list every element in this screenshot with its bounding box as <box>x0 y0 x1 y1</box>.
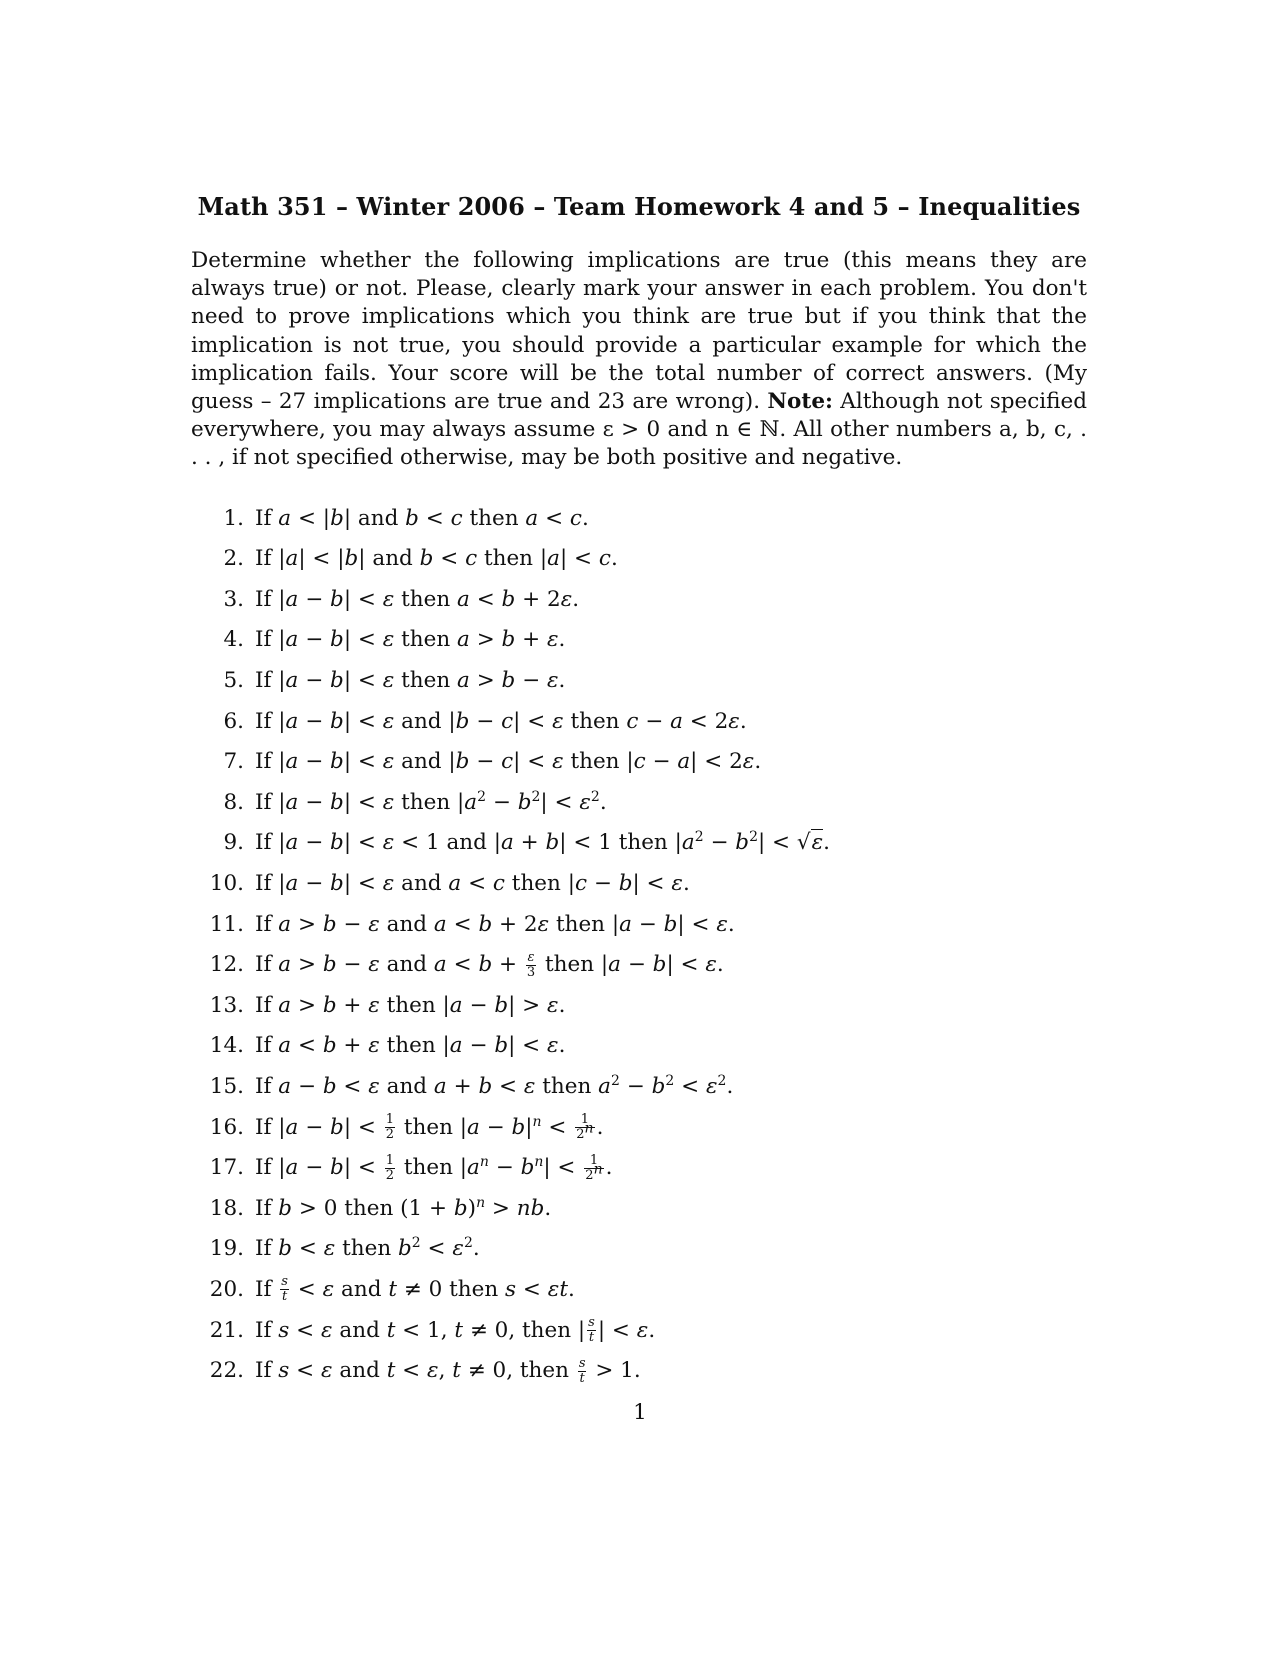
problem-statement: If |a − b| < ε and |b − c| < ε then c − a < 2ε. <box>255 708 747 734</box>
problem-number: 8. <box>223 789 244 815</box>
problem-number: 12. <box>209 952 244 978</box>
problem-number: 13. <box>209 992 244 1018</box>
problem-item <box>191 905 1087 946</box>
problem-item <box>191 1108 1087 1149</box>
problem-statement: If b < ε then $b^2 < \varepsilon^2$. <box>255 1235 480 1262</box>
problem-statement: If a > b + ε then |a − b| > ε. <box>255 992 566 1018</box>
page-number: 1 <box>633 1400 647 1425</box>
document-page <box>191 192 1087 1392</box>
problem-statement: If |a| < |b| and b < c then |a| < c. <box>255 546 618 572</box>
problem-statement: If a > b − ε and a < b + 2ε then |a − b| < ε. <box>255 911 735 937</box>
problem-number: 7. <box>223 749 244 775</box>
problem-item <box>191 823 1087 864</box>
problem-number: 9. <box>223 830 244 856</box>
problem-statement: If $\frac{s}{t}$ < ε and t ≠ 0 then s < εt. <box>255 1274 575 1305</box>
problem-statement: If a > b − ε and a < b + $\frac{\varepsilon}{3}$ then |a − b| < ε. <box>255 949 724 980</box>
problem-number: 1. <box>223 505 244 531</box>
problem-item <box>191 864 1087 905</box>
problem-item <box>191 986 1087 1027</box>
page-title: Math 351 – Winter 2006 – Team Homework 4 and 5 – Inequalities <box>197 192 1081 221</box>
instructions-text: Determine whether the following implications are true (this means they are always true) or not. Please, clearly mark your answer in each problem. You don't need to prove implications which you think are true but if you think that the implication is not true, you should provide a particular example for which the implication fails. Your score will be the total number of correct answers. (My guess – 27 implications are true and 23 are wrong). <box>191 248 1087 415</box>
problem-statement: If b > 0 then $(1 + b)^n$ > nb. <box>255 1194 552 1221</box>
problem-statement: If s < ε and t < ε, t ≠ 0, then $\frac{s}{t}$ > 1. <box>255 1355 641 1386</box>
problem-number: 11. <box>209 911 244 937</box>
problem-statement: If |a − b| < $\frac{1}{2}$ then $|a - b|^n$ < $\frac{1}{2^n}$ . <box>255 1112 604 1143</box>
problem-number: 15. <box>209 1073 244 1099</box>
problem-item <box>191 1189 1087 1230</box>
problem-statement: If |a − b| < $\frac{1}{2}$ then $|a^n - b^n|$ < $\frac{1}{2^n}$ . <box>255 1152 613 1183</box>
note-label: Note: <box>767 389 833 415</box>
problem-item <box>191 1351 1087 1392</box>
problem-statement: If a < |b| and b < c then a < c. <box>255 505 589 531</box>
problem-item <box>191 661 1087 702</box>
problem-item <box>191 1067 1087 1108</box>
problem-item <box>191 1026 1087 1067</box>
problem-item <box>191 742 1087 783</box>
problem-number: 18. <box>209 1195 244 1221</box>
problem-statement: If |a − b| < ε < 1 and |a + b| < 1 then $|a^2 - b^2| < √\varepsilon$. <box>255 829 831 856</box>
problem-statement: If |a − b| < ε and a < c then |c − b| < ε. <box>255 870 690 896</box>
problem-item <box>191 945 1087 986</box>
problem-number: 2. <box>223 546 244 572</box>
problem-item <box>191 1229 1087 1270</box>
problem-number: 16. <box>209 1114 244 1140</box>
problem-statement: If a < b + ε then |a − b| < ε. <box>255 1033 566 1059</box>
problem-number: 20. <box>209 1276 244 1302</box>
problem-item <box>191 702 1087 743</box>
problem-number: 3. <box>223 586 244 612</box>
problem-statement: If |a − b| < ε then a < b + 2ε. <box>255 586 580 612</box>
problem-statement: If |a − b| < ε then $|a^2 - b^2| < \varepsilon^2$. <box>255 788 607 815</box>
problem-number: 21. <box>209 1317 244 1343</box>
problem-number: 22. <box>209 1358 244 1384</box>
problem-number: 17. <box>209 1155 244 1181</box>
problem-item <box>191 499 1087 540</box>
problem-number: 19. <box>209 1236 244 1262</box>
problem-item <box>191 580 1087 621</box>
problem-statement: If a − b < ε and a + b < ε then $a^2 - b^2 < \varepsilon^2$. <box>255 1072 734 1099</box>
problem-item <box>191 1270 1087 1311</box>
problem-item <box>191 783 1087 824</box>
problem-statement: If s < ε and t < 1, t ≠ 0, then | $\frac{s}{t}$ | < ε. <box>255 1315 656 1345</box>
problem-number: 6. <box>223 708 244 734</box>
problem-statement: If |a − b| < ε then a > b − ε. <box>255 668 566 693</box>
problem-number: 5. <box>223 668 244 693</box>
problem-number: 10. <box>209 870 244 896</box>
problem-item <box>191 1148 1087 1189</box>
problem-statement: If |a − b| < ε then a > b + ε. <box>255 627 566 653</box>
problem-item <box>191 1311 1087 1352</box>
note-text: Although not specified everywhere, you may always assume ε > 0 and n ∈ ℕ. All other numbers a, b, c, . . . , if not specified otherwise, may be both positive and negative. <box>191 389 1087 471</box>
problem-item <box>191 620 1087 661</box>
problem-number: 14. <box>209 1033 244 1059</box>
instructions-paragraph <box>191 247 1087 473</box>
problem-statement: If |a − b| < ε and |b − c| < ε then |c − a| < 2ε. <box>255 749 762 775</box>
problem-list <box>191 499 1087 1392</box>
problem-item <box>191 539 1087 580</box>
problem-number: 4. <box>223 627 244 653</box>
